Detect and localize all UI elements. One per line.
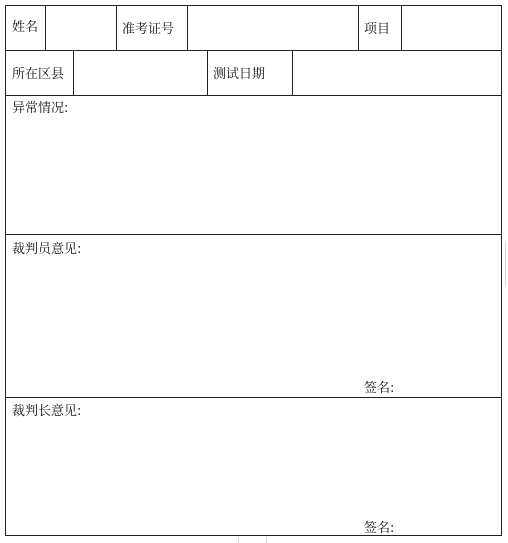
row-divider [5,397,502,398]
exam-id-label: 准考证号 [122,22,175,37]
test-date-field[interactable] [294,52,500,94]
chief-referee-signature-label: 签名: [364,521,395,536]
name-label: 姓名 [12,20,39,35]
chief-referee-opinion-label: 裁判长意见: [12,404,82,419]
column-divider [187,5,188,50]
abnormal-situation-label: 异常情况: [12,101,69,116]
referee-signature-label: 签名: [364,381,395,396]
referee-opinion-label: 裁判员意见: [12,242,82,257]
form-border-top [5,5,502,6]
row-divider [5,234,502,235]
column-divider [45,5,46,50]
bottom-margin-guide [238,537,239,543]
name-field[interactable] [47,7,115,49]
referee-opinion-area[interactable] [7,259,500,379]
item-label: 项目 [364,22,391,37]
column-divider [401,5,402,50]
test-date-label: 测试日期 [213,67,266,82]
form-border-bottom [5,535,502,536]
column-divider [292,50,293,95]
row-divider [5,95,502,96]
right-margin-guide [505,242,506,286]
item-field[interactable] [403,7,500,49]
abnormal-situation-area[interactable] [7,117,500,232]
exam-id-field[interactable] [189,7,357,49]
column-divider [116,5,117,50]
form-border-left [5,5,6,536]
district-field[interactable] [75,52,206,94]
row-divider [5,50,502,51]
column-divider [358,5,359,50]
district-label: 所在区县 [12,67,65,82]
form-border-right [501,5,502,536]
test-anomaly-form [5,5,502,536]
column-divider [207,50,208,95]
column-divider [73,50,74,95]
chief-referee-opinion-area[interactable] [7,421,500,517]
bottom-margin-guide [266,537,267,543]
